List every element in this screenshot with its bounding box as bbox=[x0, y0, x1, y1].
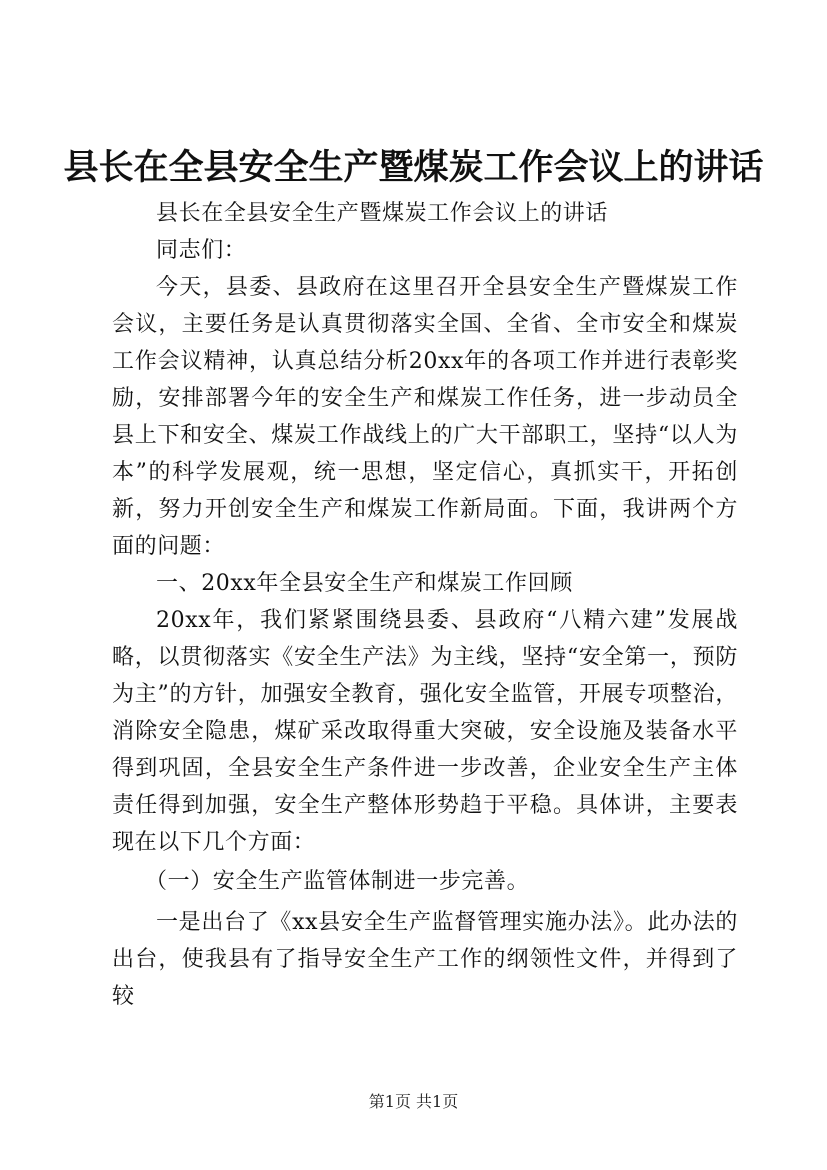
page-footer: 第1页 共1页 bbox=[368, 1092, 459, 1111]
salutation-paragraph: 同志们： bbox=[156, 238, 247, 263]
subtitle-paragraph: 县长在全县安全生产暨煤炭工作会议上的讲话 bbox=[156, 201, 609, 226]
subsection-heading: （一）安全生产监管体制进一步完善。 bbox=[145, 869, 530, 894]
measure-paragraph: 一是出台了《xx县安全生产监督管理实施办法》。此办法的出台，使我县有了指导安全生产工作的纲领性文件，并得到了较 bbox=[112, 910, 738, 1009]
document-body bbox=[112, 195, 738, 1015]
document-title: 县长在全县安全生产暨煤炭工作会议上的讲话 bbox=[63, 147, 764, 188]
intro-paragraph: 今天，县委、县政府在这里召开全县安全生产暨煤炭工作会议，主要任务是认真贯彻落实全国、全省、全市安全和煤炭工作会议精神，认真总结分析20xx年的各项工作并进行表彰奖励，安排部署今年的安全生产和煤炭工作任务，进一步动员全县上下和安全、煤炭工作战线上的广大干部职工，坚持“以人为本”的科学发展观，统一思想，坚定信心，真抓实干，开拓创新，努力开创安全生产和煤炭工作新局面。下面，我讲两个方面的问题： bbox=[112, 275, 738, 559]
review-paragraph: 20xx年，我们紧紧围绕县委、县政府“八精六建”发展战略，以贯彻落实《安全生产法》为主线，坚持“安全第一，预防为主”的方针，加强安全教育，强化安全监管，开展专项整治，消除安全隐患，煤矿采改取得重大突破，安全设施及装备水平得到巩固，全县安全生产条件进一步改善，企业安全生产主体责任得到加强，安全生产整体形势趋于平稳。具体讲，主要表现在以下几个方面： bbox=[112, 608, 738, 855]
section-heading: 一、20xx年全县安全生产和煤炭工作回顾 bbox=[156, 571, 573, 596]
